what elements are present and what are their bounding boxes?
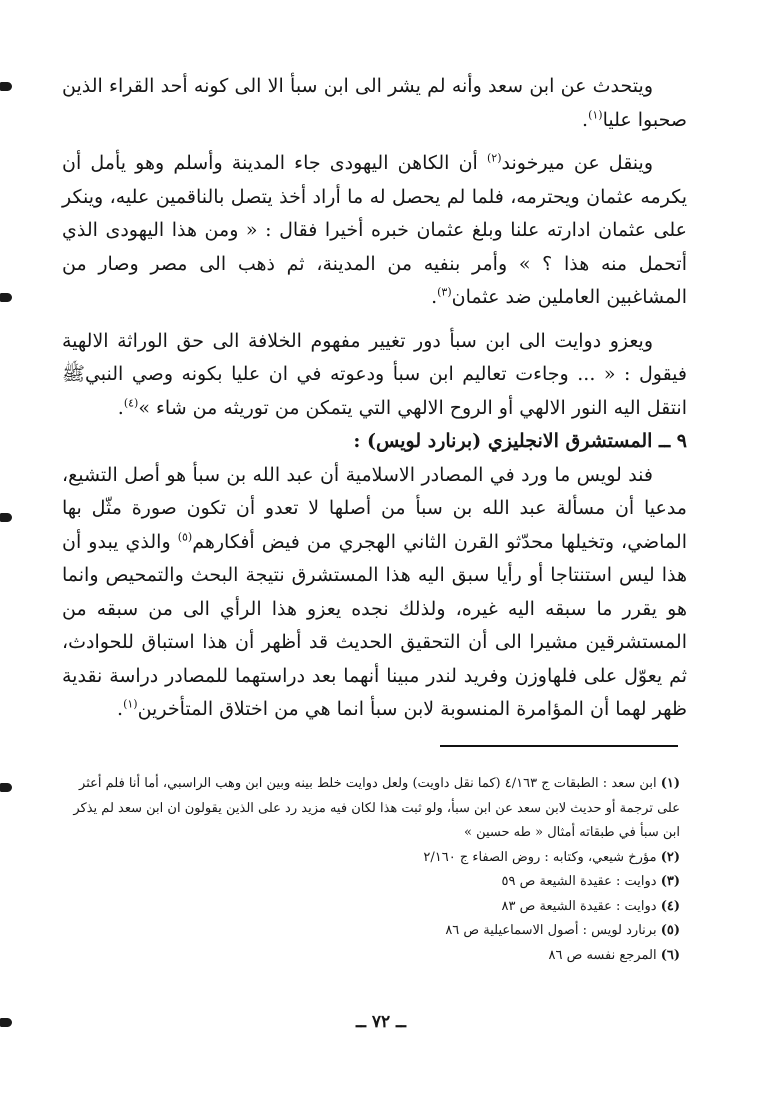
footnote-item [62,919,680,944]
section-number: ٩ ــ [659,430,687,452]
footnote-text: ابن سعد : الطبقات ج ٤/١٦٣ (كما نقل داويت) ولعل دوايت خلط بينه وبين ابن وهب الراسبي، أما أنا فلم أعثر على ترجمة أو حديث لابن سعد عن ابن سبأ، ولو ثبت هذا لكان فيه مزيد رد على الذين يقولون ان ابن سعد لم يذكر ابن سبأ في طبقاته أمثال « طه حسين » [73,776,680,840]
footnote-item [62,772,680,846]
footnote-text: المرجع نفسه ص ٨٦ [548,947,657,963]
footnote-item [62,870,680,895]
paragraph-tail: . [431,286,438,308]
main-text [62,70,687,727]
paragraph-dwight [62,325,687,426]
page-number: ــ ٧٢ ــ [355,1012,407,1032]
footnotes [62,772,680,968]
section-title: المستشرق الانجليزي (برنارد لويس) [367,430,653,452]
footnote-text: دوايت : عقيدة الشيعة ص ٨٣ [501,898,657,914]
paragraph-text: والذي يبدو أن هذا ليس استنتاجا أو رأيا سبق اليه هذا المستشرق نتيجة البحث والتمحيص وانما هو يقرر ما سبقه اليه غيره، ولذلك نجده يعزو هذا الرأي الى من سبقه من المستشرقين مشيرا الى أن التحقيق الحديث قد أظهر أن هذا استباق للحوادث، ثم يعوّل على فلهاوزن وفريد لندر مبينا أنهما بعد دراستهما للمصادر دراسة نقدية ظهر لهما أن المؤامرة المنسوبة لابن سبأ انما هي من اختلاق المتأخرين [62,530,687,720]
footnote-item [62,944,680,969]
footnote-number: (٤) [660,898,680,914]
binding-mark [0,513,12,522]
paragraph-text: أن الكاهن اليهودى جاء المدينة وأسلم وهو يأمل أن يكرمه عثمان ويحترمه، فلما لم يحصل له ما أراد أخذ يتصل بالناقمين عليه، وينكر على عثمان ادارته علنا وبلغ عثمان خبره أخيرا فقال : « ومن هذا اليهودى الذي أتحمل منه هذا ؟ » وأمر بنفيه من المدينة، ثم ذهب الى مصر وصار من المشاغبين العاملين ضد عثمان [62,152,687,308]
binding-mark [0,783,12,792]
footnote-ref[interactable]: (٤) [123,396,139,410]
section-tail: : [353,430,368,452]
paragraph-text: ويعزو دوايت الى ابن سبأ دور تغيير مفهوم الخلافة الى حق الوراثة الالهية فيقول : « ... وجاءت تعاليم ابن سبأ ودعوته في ان عليا بكونه وصي النبي [62,329,687,385]
paragraph-mirkhond [62,147,687,315]
paragraph-tail: . [117,698,124,720]
binding-mark [0,1018,12,1027]
footnote-number: (٥) [660,923,680,938]
honorific-glyph: ﷺ [62,363,85,385]
paragraph-ibn-saad [62,70,687,137]
binding-mark [0,82,12,91]
paragraph-text: فند لويس ما ورد في المصادر الاسلامية أن عبد الله بن سبأ هو أصل التشيع، مدعيا أن مسألة عبد الله بن سبأ من أصلها لا تعدو أن تكون صورة مثّل بها الماضي، وتخيلها محدّثو القرن الثاني الهجري من فيض أفكارهم [62,463,688,553]
paragraph-text: انتقل اليه النور الالهي أو الروح الالهي التي يتمكن من توريثه من شاء » [138,396,687,419]
paragraph-text: وينقل عن ميرخوند [501,152,654,174]
footnote-item [62,895,680,920]
footnote-item [62,846,680,871]
footnote-ref[interactable]: (١) [588,108,603,122]
footnote-divider [440,745,678,747]
footnote-text: برنارد لويس : أصول الاسماعيلية ص ٨٦ [445,923,657,938]
footnote-number: (٢) [660,849,680,865]
binding-mark [0,293,12,302]
footnote-ref[interactable]: (٢) [486,151,502,165]
footnote-text: مؤرخ شيعي، وكتابه : روض الصفاء ج ٢/١٦٠ [423,849,657,865]
paragraph-tail: . [117,396,124,419]
footnote-ref[interactable]: (٣) [437,285,452,299]
footnote-ref[interactable]: (٥) [177,530,193,544]
footnote-number: (١) [660,776,680,791]
footnote-number: (٣) [660,874,680,889]
footnote-ref[interactable]: (١) [123,697,138,711]
paragraph-lewis [62,459,687,727]
section-heading [62,425,687,459]
footnote-number: (٦) [660,947,680,963]
footnote-text: دوايت : عقيدة الشيعة ص ٥٩ [501,874,657,889]
paragraph-tail: . [582,108,589,131]
paragraph-text: ويتحدث عن ابن سعد وأنه لم يشر الى ابن سبأ الا الى كونه أحد القراء الذين صحبوا عليا [62,75,687,131]
